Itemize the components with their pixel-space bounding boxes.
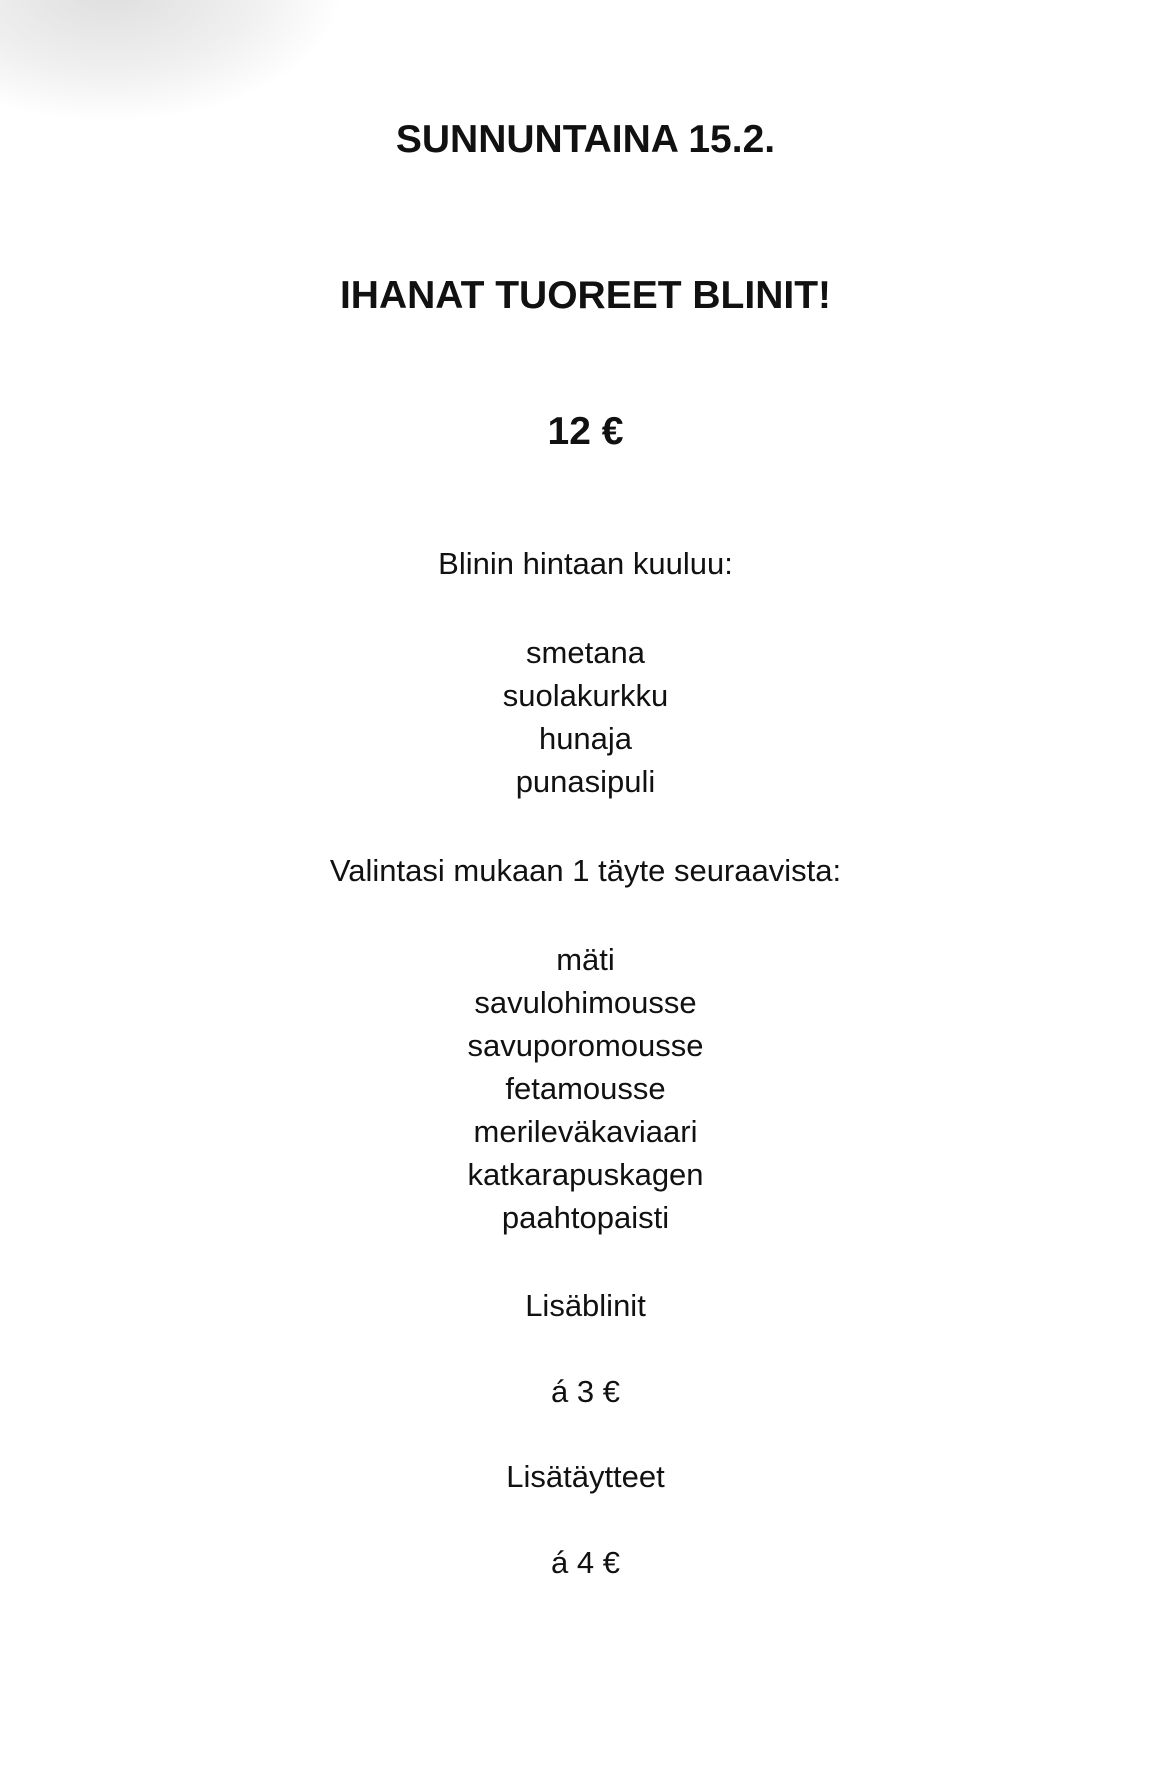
- list-item: fetamousse: [505, 1071, 666, 1106]
- list-item: merileväkaviaari: [473, 1114, 698, 1149]
- list-item: savulohimousse: [474, 985, 697, 1020]
- list-item: punasipuli: [515, 764, 656, 799]
- list-item: smetana: [526, 635, 645, 670]
- fillings-heading: Valintasi mukaan 1 täyte seuraavista:: [329, 853, 842, 888]
- extra-blini-label: Lisäblinit: [525, 1288, 646, 1323]
- list-item: savuporomousse: [467, 1028, 704, 1063]
- list-item: hunaja: [538, 721, 633, 756]
- extra-filling-label: Lisätäytteet: [506, 1459, 665, 1494]
- menu-headline: IHANAT TUOREET BLINIT!: [339, 274, 832, 317]
- included-items-list: [0, 631, 1171, 803]
- list-item: mäti: [556, 942, 615, 977]
- list-item: suolakurkku: [502, 678, 669, 713]
- blini-price: 12 €: [547, 410, 624, 453]
- fillings-list: [0, 938, 1171, 1239]
- list-item: katkarapuskagen: [467, 1157, 704, 1192]
- extra-filling-price: á 4 €: [551, 1545, 620, 1580]
- included-heading: Blinin hintaan kuuluu:: [438, 546, 733, 581]
- list-item: paahtopaisti: [501, 1200, 670, 1235]
- date-heading: SUNNUNTAINA 15.2.: [395, 118, 776, 161]
- extra-blini-price: á 3 €: [551, 1374, 620, 1409]
